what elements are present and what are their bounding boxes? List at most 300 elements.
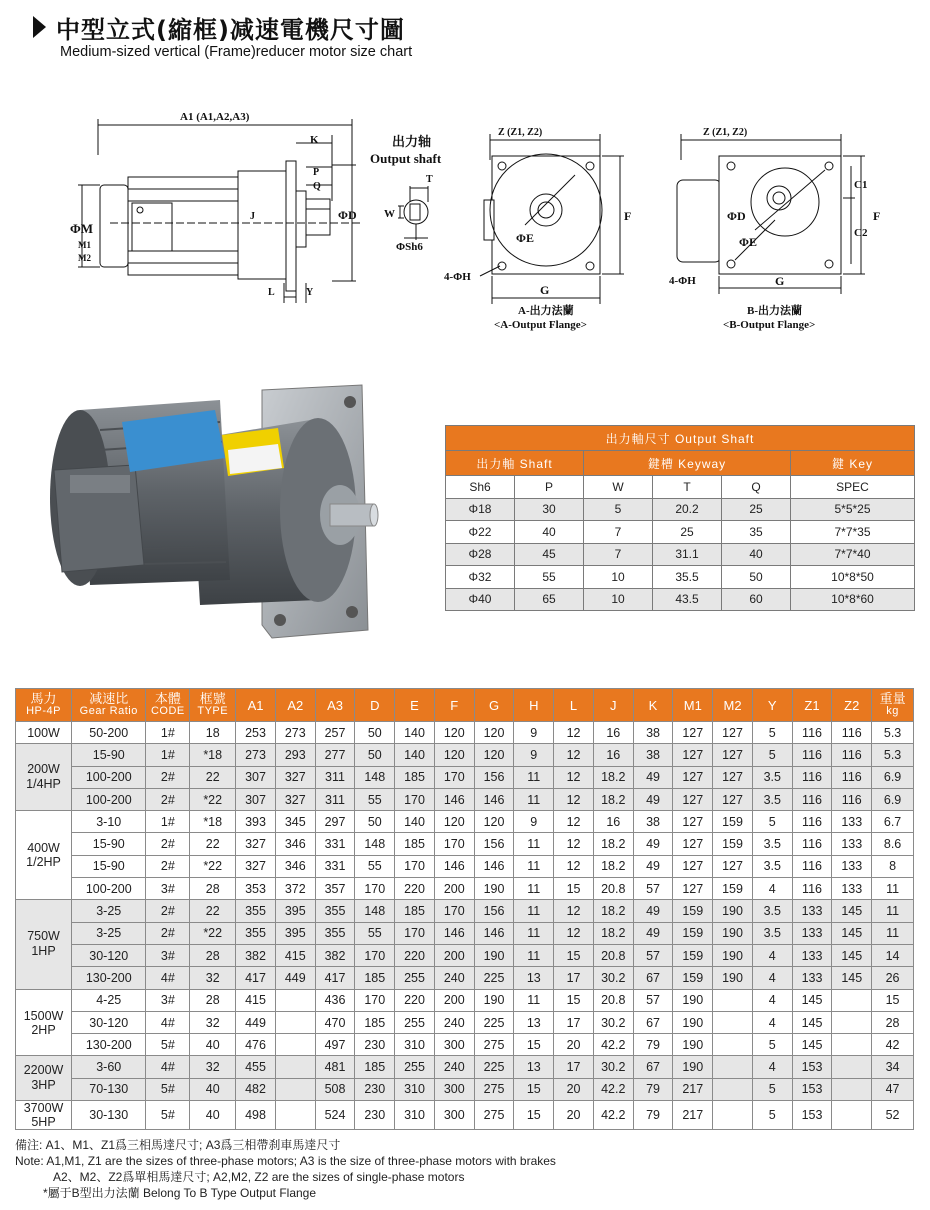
table-cell: 50 [355,811,395,833]
col-header-main: 框號 [199,691,226,706]
table-cell: 300 [434,1101,474,1130]
table-cell: 38 [633,722,673,744]
table-cell: 11 [514,922,554,944]
table-cell: 15-90 [72,855,146,877]
label-l: L [268,287,275,298]
table-cell: 16 [593,722,633,744]
table-cell: 18.2 [593,900,633,922]
hp-label: 3700W [23,1101,64,1116]
table-cell: 50 [355,722,395,744]
col-header [872,689,914,722]
table-cell: 5 [752,744,792,766]
table-cell: 436 [315,989,355,1011]
table-cell: 311 [315,766,355,788]
table-cell: 185 [355,1056,395,1078]
col-header [792,689,832,722]
table-cell: 7 [584,543,653,566]
table-cell [275,1078,315,1100]
side-view-drawing [70,105,370,305]
table-cell: 6.9 [872,766,914,788]
col-header-main: D [370,697,380,713]
table-cell: 417 [236,967,276,989]
table-cell: 275 [474,1101,514,1130]
col-header-sub: kg [886,705,899,717]
table-cell: 230 [355,1034,395,1056]
col-header [355,689,395,722]
table-cell: 190 [713,967,753,989]
hp-label: 750W [27,929,60,944]
table-cell: 355 [315,900,355,922]
table-cell [832,1078,872,1100]
hp-label: 1HP [31,944,56,959]
table-cell: 12 [554,900,594,922]
col-header [713,689,753,722]
table-cell: 18.2 [593,766,633,788]
table-cell: 185 [395,766,435,788]
table-cell: 217 [673,1101,713,1130]
table-cell: 159 [713,833,753,855]
table-cell: 49 [633,900,673,922]
table-cell: 127 [673,766,713,788]
col-header [514,689,554,722]
table-cell: 307 [236,788,276,810]
col-header-main: M1 [683,697,702,713]
table-cell: 140 [395,811,435,833]
table-cell: 145 [792,1011,832,1033]
table-cell: 2# [146,766,190,788]
table-cell: 4 [752,1056,792,1078]
hp-label: 1/2HP [26,855,61,870]
table-cell: 190 [474,878,514,900]
table-cell: 217 [673,1078,713,1100]
table-cell: 10*8*60 [791,588,915,611]
table-cell: 57 [633,878,673,900]
table-cell: 524 [315,1101,355,1130]
table-cell: 140 [395,744,435,766]
table-cell: 52 [872,1101,914,1130]
table-cell: 190 [713,900,753,922]
table-cell: 18.2 [593,833,633,855]
hp-label: 400W [27,841,60,856]
table-row [16,855,914,877]
table-cell: 220 [395,944,435,966]
table-cell: 170 [434,833,474,855]
table-cell: 327 [236,833,276,855]
table-cell: 116 [792,788,832,810]
label-m: ΦM [70,221,94,236]
table-cell: 17 [554,1011,594,1033]
flange-a-drawing [440,120,640,335]
flange-b-d: ΦD [727,209,746,223]
table-cell: 18 [190,722,236,744]
table-cell: 311 [315,788,355,810]
table-cell: 49 [633,766,673,788]
table-cell: 170 [434,766,474,788]
table-cell: 277 [315,744,355,766]
table-cell: 455 [236,1056,276,1078]
table-cell: 133 [832,811,872,833]
table-cell: 159 [673,900,713,922]
table-cell: 11 [872,922,914,944]
flange-b-g: G [775,274,785,288]
table-row [16,1101,914,1130]
table-cell: 145 [792,989,832,1011]
hp-cell [16,722,72,744]
table-cell: 156 [474,766,514,788]
table-cell: 8 [872,855,914,877]
shaft-group-header: 出力軸 Shaft [446,451,584,476]
table-cell: 190 [713,944,753,966]
hp-label: 1500W [23,1008,64,1023]
table-cell: 11 [514,878,554,900]
table-cell: 120 [474,722,514,744]
hp-cell [16,744,72,811]
col-header-main: A3 [327,697,343,713]
table-cell: 145 [832,922,872,944]
col-header [190,689,236,722]
table-cell: *18 [190,744,236,766]
col-header-sub: Gear Ratio [79,705,138,717]
table-cell: 26 [872,967,914,989]
table-cell: 22 [190,766,236,788]
col-header-main: H [529,697,539,713]
table-cell: 4 [752,989,792,1011]
table-cell: 3-60 [72,1056,146,1078]
flange-a-caption-en: <A-Output Flange> [494,319,587,331]
table-cell: 40 [190,1101,236,1130]
table-cell: 8.6 [872,833,914,855]
table-cell: 49 [633,922,673,944]
table-cell: 4 [752,1011,792,1033]
table-cell: 170 [355,944,395,966]
table-cell: 146 [474,855,514,877]
table-cell: 55 [355,855,395,877]
table-row [446,566,915,589]
table-cell: 38 [633,744,673,766]
hp-label: 3HP [31,1078,56,1093]
table-cell: 449 [236,1011,276,1033]
table-cell: 275 [474,1078,514,1100]
hp-label: 2HP [31,1022,56,1037]
table-cell: 327 [275,766,315,788]
table-cell: Φ32 [446,566,515,589]
hp-label: 100W [27,725,60,740]
table-cell: 35.5 [653,566,722,589]
table-cell: 3.5 [752,833,792,855]
table-cell: 50 [722,566,791,589]
table-cell: 5 [752,722,792,744]
table-cell: 9 [514,744,554,766]
table-cell: 200 [434,989,474,1011]
table-cell: 25 [653,521,722,544]
table-cell: 476 [236,1034,276,1056]
table-cell: 20.8 [593,944,633,966]
table-cell: 327 [275,788,315,810]
table-cell [832,1056,872,1078]
table-cell: 159 [713,811,753,833]
table-row [16,900,914,922]
table-cell: Φ28 [446,543,515,566]
table-cell: 133 [832,855,872,877]
table-cell: 357 [315,878,355,900]
table-cell: 127 [673,878,713,900]
table-cell [713,1011,753,1033]
col-header-main: 本體 [154,691,181,706]
table-cell: 153 [792,1101,832,1130]
table-cell: 120 [474,811,514,833]
table-cell: 22 [190,833,236,855]
table-cell: 57 [633,944,673,966]
table-cell: 42.2 [593,1101,633,1130]
table-cell: 11 [514,900,554,922]
table-cell: 230 [355,1078,395,1100]
table-cell: 170 [355,878,395,900]
label-k: K [310,134,319,146]
table-cell: 28 [190,944,236,966]
table-cell: 67 [633,967,673,989]
table-cell: 170 [355,989,395,1011]
table-cell: 12 [554,811,594,833]
table-cell: 145 [832,967,872,989]
table-cell: 417 [315,967,355,989]
table-cell: 42.2 [593,1034,633,1056]
table-cell: 130-200 [72,967,146,989]
col-header-sub: TYPE [197,705,229,717]
table-cell: *18 [190,811,236,833]
table-cell: 159 [713,878,753,900]
table-cell: 497 [315,1034,355,1056]
table-row [446,498,915,521]
table-cell: 130-200 [72,1034,146,1056]
table-cell: 40 [190,1034,236,1056]
table-cell: 185 [355,1011,395,1033]
table-cell [275,1011,315,1033]
table-row [16,788,914,810]
table-cell: Φ18 [446,498,515,521]
table-cell [275,1056,315,1078]
table-cell: 17 [554,967,594,989]
table-cell: 60 [722,588,791,611]
col-header [593,689,633,722]
table-cell: 190 [474,944,514,966]
table-cell: 38 [633,811,673,833]
table-cell: 355 [315,922,355,944]
table-cell: 255 [395,1011,435,1033]
flange-a-z: Z (Z1, Z2) [498,127,543,138]
table-cell: 50-200 [72,722,146,744]
table-cell: 1# [146,722,190,744]
table-cell: 2# [146,900,190,922]
table-row [16,833,914,855]
table-cell: 3.5 [752,788,792,810]
table-cell: 13 [514,1056,554,1078]
col-header [275,689,315,722]
table-cell: 185 [355,967,395,989]
flange-b-c1: C1 [854,179,868,191]
table-cell: 12 [554,744,594,766]
table-cell: 449 [275,967,315,989]
col-header-sub: HP-4P [26,705,61,717]
table-cell: 200 [434,878,474,900]
table-cell: 353 [236,878,276,900]
table-cell: 148 [355,766,395,788]
flange-a-g: G [540,283,550,297]
table-cell: 300 [434,1034,474,1056]
flange-a-f: F [624,209,632,223]
table-cell: *22 [190,788,236,810]
table-row [16,878,914,900]
table-cell: 7*7*40 [791,543,915,566]
table-cell: 116 [832,766,872,788]
hp-label: 1/4HP [26,777,61,792]
table-cell: 50 [355,744,395,766]
table-cell: 3-25 [72,922,146,944]
col-header-main: Z2 [844,697,860,713]
table-cell: 11 [514,788,554,810]
motor-photo [40,380,385,645]
col-header-sub: CODE [150,705,185,717]
table-cell: 40 [722,543,791,566]
flange-b-caption-zh: B-出力法蘭 [747,305,802,317]
table-row [16,722,914,744]
table-cell: 65 [515,588,584,611]
col-header [146,689,190,722]
table-cell: 273 [275,722,315,744]
table-cell: 127 [673,811,713,833]
table-cell: 3-25 [72,900,146,922]
table-cell: 12 [554,833,594,855]
table-cell: 331 [315,855,355,877]
table-row [16,1011,914,1033]
table-cell: 355 [236,900,276,922]
table-row [16,1034,914,1056]
shaft-title-en: Output shaft [370,151,442,166]
table-cell [832,1011,872,1033]
table-row [16,944,914,966]
table-cell: 307 [236,766,276,788]
table-cell: 1# [146,811,190,833]
hp-cell [16,811,72,900]
col-header: Q [722,476,791,499]
table-cell: 220 [395,878,435,900]
table-cell: 156 [474,900,514,922]
col-header-main: 重量 [879,691,906,706]
table-cell: 67 [633,1056,673,1078]
table-cell: 15 [554,944,594,966]
table-cell: 120 [474,744,514,766]
table-cell: 146 [474,922,514,944]
table-cell: 4 [752,967,792,989]
note-line-4: *屬于B型出力法蘭 Belong To B Type Output Flange [43,1186,317,1200]
table-cell: 116 [792,833,832,855]
col-header [554,689,594,722]
table-cell: 5# [146,1101,190,1130]
table-cell: 345 [275,811,315,833]
table-cell: 127 [713,722,753,744]
table-cell: 5.3 [872,722,914,744]
table-cell: 153 [792,1078,832,1100]
table-cell: 30-120 [72,944,146,966]
page-subtitle: Medium-sized vertical (Frame)reducer motor size chart [60,44,413,60]
table-cell: 32 [190,1011,236,1033]
table-cell: 5# [146,1034,190,1056]
table-cell: 79 [633,1101,673,1130]
table-cell: 240 [434,1011,474,1033]
table-cell: 1# [146,744,190,766]
hp-label: 2200W [23,1063,64,1078]
col-header [474,689,514,722]
table-cell: 5# [146,1078,190,1100]
table-cell: 346 [275,855,315,877]
dimension-table [15,688,914,1130]
flange-b-drawing [665,120,890,335]
table-cell: 4 [752,944,792,966]
flange-b-c2: C2 [854,227,868,239]
table-cell: 240 [434,967,474,989]
flange-b-f: F [873,209,881,223]
table-cell [275,1101,315,1130]
table-cell: 220 [395,989,435,1011]
table-cell: 190 [474,989,514,1011]
table-cell: 190 [673,1056,713,1078]
col-header-main: F [450,697,459,713]
table-cell: 116 [792,766,832,788]
table-cell: 170 [395,922,435,944]
table-cell: 79 [633,1034,673,1056]
label-p: P [313,167,320,178]
table-cell: 30 [515,498,584,521]
notes [15,1137,556,1201]
table-cell: 3# [146,989,190,1011]
table-cell: 12 [554,922,594,944]
table-cell: 225 [474,1056,514,1078]
table-cell [832,1034,872,1056]
table-cell: 116 [792,811,832,833]
label-m2: M2 [78,253,91,263]
table-cell: 415 [236,989,276,1011]
table-cell [713,1034,753,1056]
table-cell: 11 [514,766,554,788]
table-cell: 32 [190,967,236,989]
table-cell: 127 [673,722,713,744]
table-cell: 13 [514,1011,554,1033]
table-cell: 127 [713,766,753,788]
table-cell: 49 [633,788,673,810]
table-cell: 6.7 [872,811,914,833]
table-cell: 30-120 [72,1011,146,1033]
table-cell: 15 [514,1034,554,1056]
col-header: T [653,476,722,499]
table-cell: 382 [236,944,276,966]
hp-label: 200W [27,762,60,777]
table-cell: 43.5 [653,588,722,611]
label-t: T [426,174,433,185]
col-header: Sh6 [446,476,515,499]
col-header-main: A1 [247,697,264,713]
table-cell: 133 [792,944,832,966]
table-cell: 200 [434,944,474,966]
table-cell: 145 [792,1034,832,1056]
table-cell: 5 [752,1034,792,1056]
table-cell: 116 [792,722,832,744]
table-cell: 15 [514,1101,554,1130]
table-cell: 481 [315,1056,355,1078]
table-cell: 2# [146,788,190,810]
table-cell: 127 [713,855,753,877]
table-cell: 15 [514,1078,554,1100]
note-line-2: Note: A1,M1, Z1 are the sizes of three-phase motors; A3 is the size of three-phase motors with brakes [15,1154,556,1168]
table-cell: 30.2 [593,1011,633,1033]
